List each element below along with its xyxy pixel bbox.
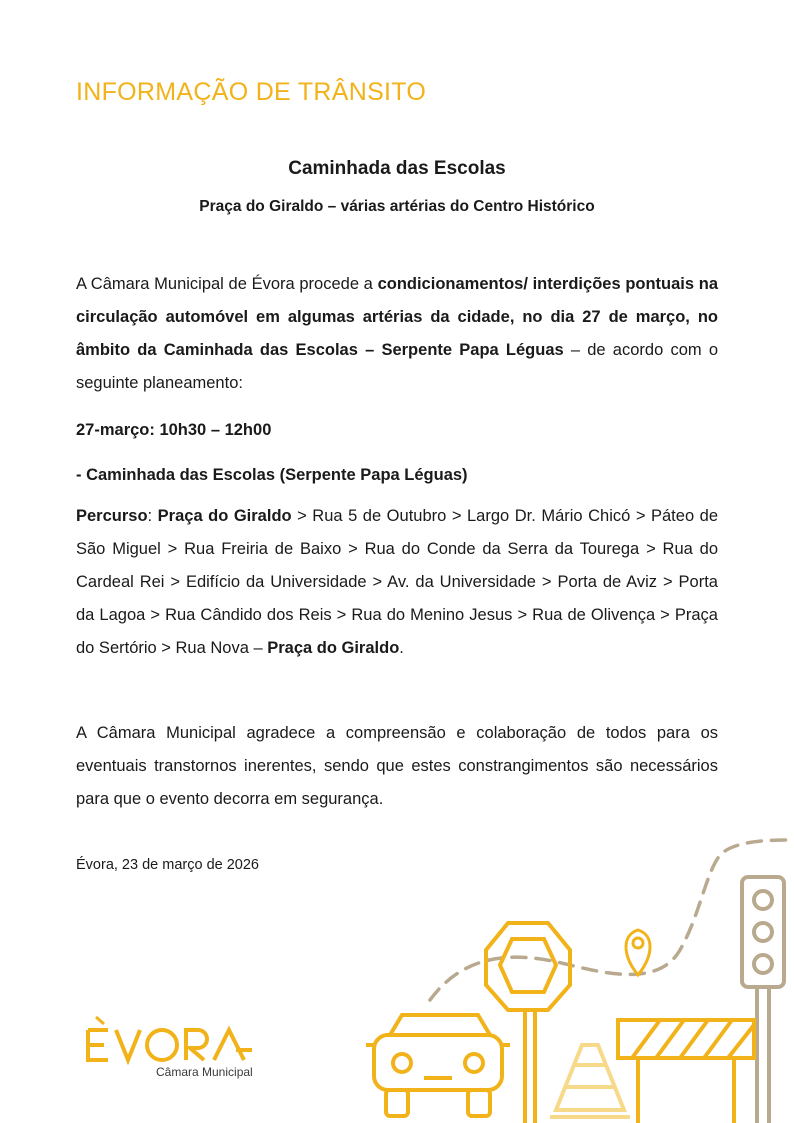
- car-icon: [366, 1015, 510, 1116]
- page-header-title: INFORMAÇÃO DE TRÂNSITO: [76, 78, 427, 106]
- logo-subtitle: Câmara Municipal: [156, 1065, 253, 1079]
- thanks-paragraph: A Câmara Municipal agradece a compreensão e colaboração de todos para os eventuais transtornos inerentes, sendo que estes constrangimentos são necessários para que o evento decorra em segurança.: [76, 724, 718, 808]
- barrier-icon: [618, 1020, 754, 1123]
- route-period: .: [399, 639, 404, 657]
- route-separator: :: [147, 507, 158, 525]
- route-start: Praça do Giraldo: [157, 507, 292, 525]
- road-sign-icon: [486, 923, 570, 1123]
- route-label: Percurso: [76, 507, 148, 525]
- intro-text-bold: condicionamentos/ interdições pontuais na circulação automóvel em algumas artérias da cidade, no dia 27 de março, no âmbito da Caminhada das Escolas – Serpente Papa Léguas: [76, 275, 719, 359]
- route-middle: > Rua 5 de Outubro > Largo Dr. Mário Chicó > Páteo de São Miguel > Rua Freiria de Baixo > Rua do Conde da Serra da Tourega > Rua do Cardeal Rei > Edifício da Universidade > Av. da Universidade > Porta de Aviz > Porta da Lagoa > Rua Cândido dos Reis > Rua do Menino Jesus > Rua de Olivença > Praça do Sertório > Rua Nova –: [76, 507, 719, 657]
- traffic-illustration: [360, 835, 794, 1123]
- document-subtitle: Praça do Giraldo – várias artérias do Centro Histórico: [199, 198, 595, 215]
- location-pin-icon: [626, 930, 650, 975]
- traffic-light-icon: [742, 877, 784, 1123]
- route-paragraph: [76, 500, 718, 665]
- intro-text-end: – de acordo com o seguinte planeamento:: [76, 341, 718, 392]
- document-date: Évora, 23 de março de 2026: [76, 857, 259, 873]
- document-title: Caminhada das Escolas: [288, 158, 506, 179]
- event-name: - Caminhada das Escolas (Serpente Papa Léguas): [76, 466, 468, 484]
- event-date-time: 27-março: 10h30 – 12h00: [76, 421, 272, 439]
- intro-text-start: A Câmara Municipal de Évora procede a: [76, 275, 378, 293]
- route-end: Praça do Giraldo: [267, 639, 400, 657]
- intro-paragraph: [76, 268, 718, 400]
